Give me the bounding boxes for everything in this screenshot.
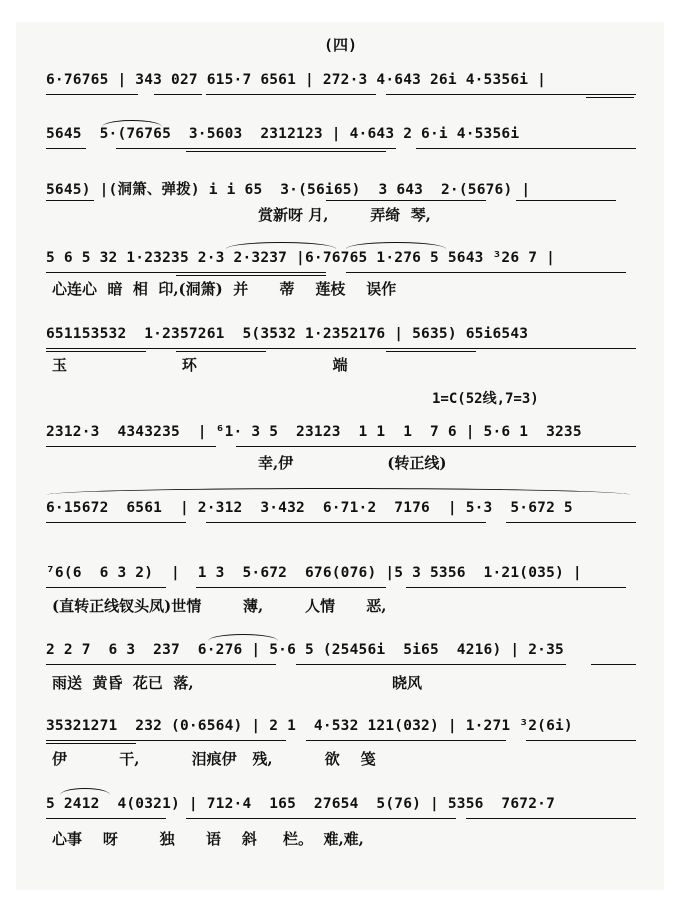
- notation-line: ⁷6(6 6 3 2) | 1 3 5·672 676(076) |5 3 5356 1·21(035) |: [46, 565, 582, 581]
- notation-line: 5 6 5 32 1·23235 2·3 2·3237 |6·76765 1·276 5 5643 ³26 7 |: [46, 250, 555, 266]
- notation-line: 5645 5·(76765 3·5603 2312123 | 4·643 2 6·i 4·5356i: [46, 126, 520, 142]
- lyric-line: 雨送 黄昏 花已 落, 晓风: [52, 674, 422, 692]
- section-title: (四): [323, 36, 358, 54]
- notation-line: 5 2412 4(0321) | 712·4 165 27654 5(76) | 5356 7672·7: [46, 796, 555, 812]
- notation-line: 2312·3 4343235 | ⁶1· 3 5 23123 1 1 1 7 6 | 5·6 1 3235: [46, 424, 582, 440]
- lyric-line: 玉 环 端: [52, 356, 348, 374]
- notation-line: 2 2 7 6 3 237 6·276 | 5·6 5 (25456i 5i65 4216) | 2·35: [46, 642, 564, 658]
- notation-line: 6·76765 | 343 027 615·7 6561 | 272·3 4·643 26i 4·5356i |: [46, 72, 547, 88]
- notation-line: 651153532 1·2357261 5(3532 1·2352176 | 5635) 65i6543: [46, 326, 529, 342]
- lyric-line: 幸,伊 (转正线): [258, 454, 447, 472]
- lyric-line: 赏新呀 月, 弄绮 琴,: [258, 206, 431, 224]
- notation-line: 35321271 232 (0·6564) | 2 1 4·532 121(032) | 1·271 ³2(6i): [46, 718, 573, 734]
- key-signature: 1=C(52线,7=3): [432, 391, 539, 407]
- lyric-line: 伊 干, 泪痕伊 残, 欲 笺: [52, 750, 376, 768]
- notation-line: 6·15672 6561 | 2·312 3·432 6·71·2 7176 | 5·3 5·672 5: [46, 500, 573, 516]
- lyric-line: 心连心 暗 相 印,(洞箫) 并 蒂 莲枝 误作: [52, 280, 397, 298]
- notation-line: 5645) |(洞箫、弹拨) i i 65 3·(56i65) 3 643 2·(5676) |: [46, 182, 531, 198]
- lyric-line: (直转正线钗头凤)世情 薄, 人情 恶,: [52, 597, 387, 615]
- lyric-line: 心事 呀 独 语 斜 栏。 难,难,: [52, 830, 364, 848]
